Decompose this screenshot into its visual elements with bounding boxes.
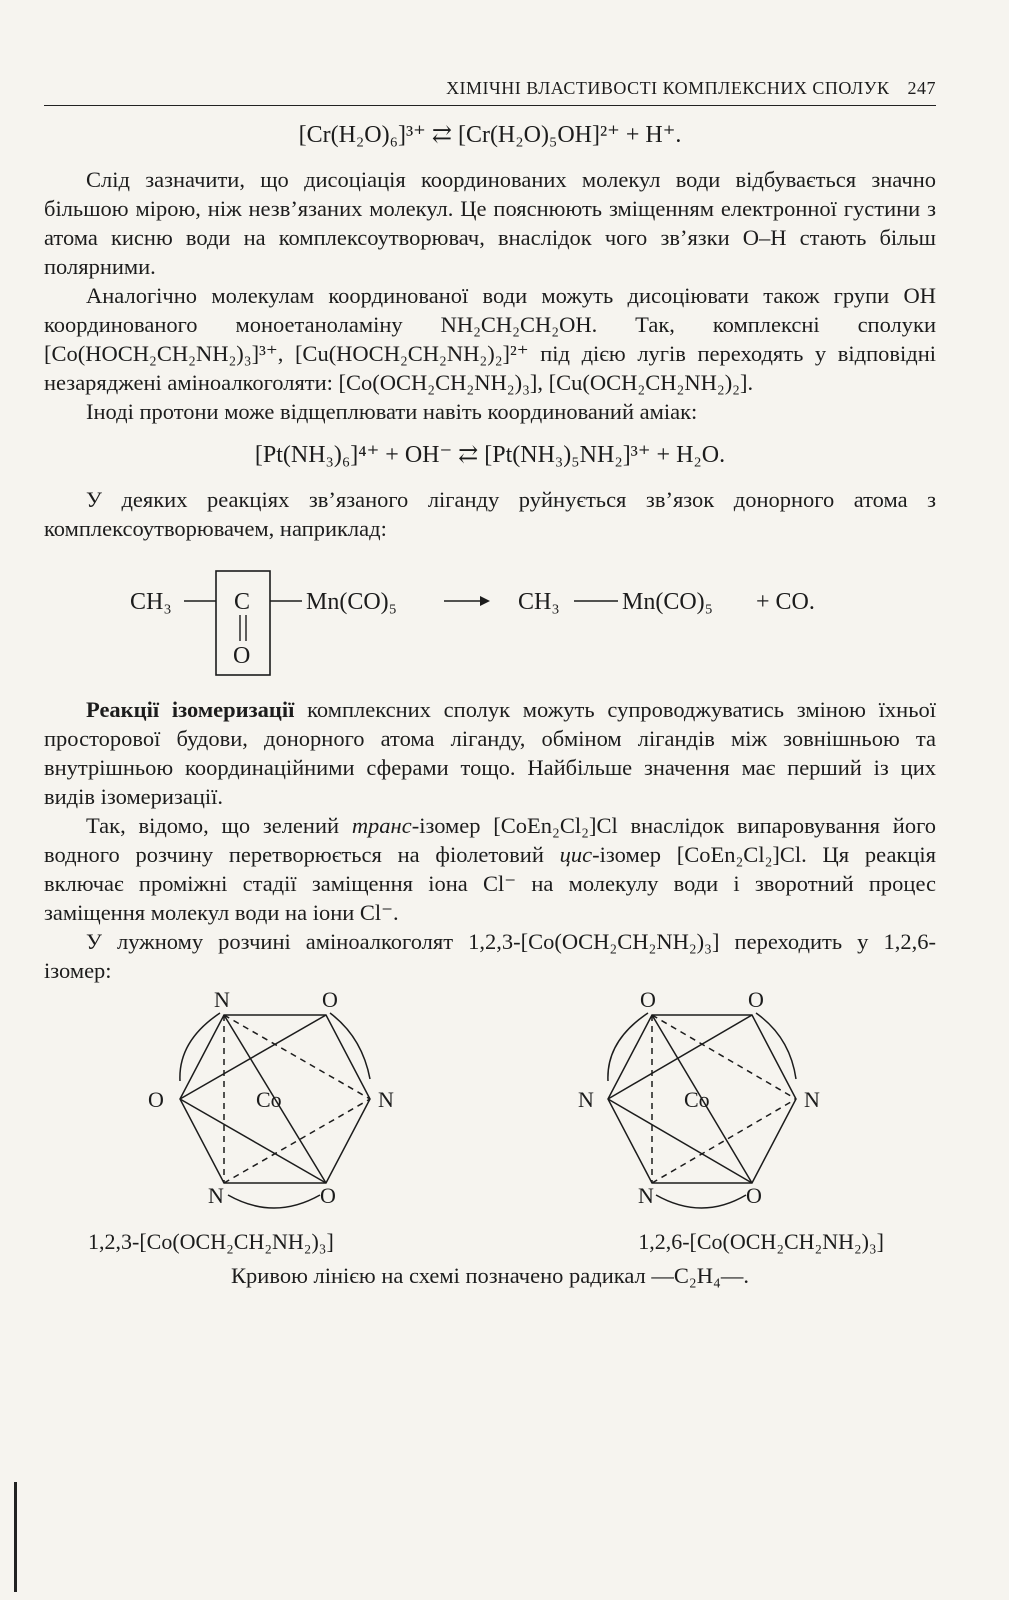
reaction-plus-co: + CO. [756,589,815,615]
equation-cr: [Cr(H₂O)₆]³⁺ ⇄ [Cr(H₂O)₅OH]²⁺ + H⁺. [298,122,682,148]
page [44,78,936,1295]
paragraph-6-part-b: -ізомер [CoEn₂Cl₂]Cl внаслідок випаровування його водного розчину перетворюється на фіолетовий [44,813,936,867]
atom-label: N [578,1087,594,1112]
reaction-ch3-left: CH₃ [130,589,172,615]
isomer-scheme [44,985,936,1295]
header-title: ХІМІЧНІ ВЛАСТИВОСТІ КОМПЛЕКСНИХ СПОЛУК [446,78,890,98]
atom-label: N [638,1183,654,1208]
equation-pt: [Pt(NH₃)₆]⁴⁺ + OH⁻ ⇄ [Pt(NH₃)₅NH₂]³⁺ + H₂O. [254,442,726,468]
chelate-arc [608,1013,648,1081]
atom-label: O [746,1183,762,1208]
isomer-label-123: 1,2,3-[Co(OCH₂CH₂NH₂)₃] [88,1229,334,1254]
reaction-mn-right: Mn(CO)₅ [622,589,714,615]
term-cis: цис [559,842,593,867]
scan-edge-mark [14,1482,17,1592]
atom-label: O [148,1087,164,1112]
atom-label: N [804,1087,820,1112]
atom-label: O [640,987,656,1012]
paragraph-6-part-a: Так, відомо, що зелений [86,813,352,838]
paragraph-2: Аналогічно молекулам координованої води можуть дисоціювати також групи OH координованого моноетаноламіну NH₂CH₂CH₂OH. Так, комплексні сполуки [Co(HOCH₂CH₂NH₂)₃]³⁺, [Cu(HOCH₂CH₂NH₂)₂]²⁺ під дією лугів переходять у відповідні незаряджені аміноалкоголяти: [Co(OCH₂CH₂NH₂)₃], [Cu(OCH₂CH₂NH₂)₂]. [44,283,936,395]
reaction-mn-left: Mn(CO)₅ [306,589,398,615]
atom-label: N [214,987,230,1012]
metal-center: Co [256,1087,282,1112]
chelate-arc [228,1195,320,1208]
paragraph-1: Слід зазначити, що дисоціація координованих молекул води відбувається значно більшою мірою, ніж незв’язаних молекул. Це пояснюють зміщенням електронної густини з атома кисню води на комплексоутворювач, внаслідок чого зв’язки O–H стають більш полярними. [44,167,936,279]
reaction-oxygen: O [233,643,251,669]
isomer-labels [44,1229,936,1255]
paragraph-3: Іноді протони може відщеплювати навіть координований аміак: [86,399,698,424]
atom-label: O [748,987,764,1012]
term-trans: транс [351,813,412,838]
octahedron-126 [578,987,820,1208]
atom-label: O [322,987,338,1012]
term-isomerization: Реакції ізомеризації [86,697,295,722]
chelate-arc [756,1013,796,1079]
chelate-arc [330,1013,370,1079]
paragraph-6 [44,811,936,927]
paragraph-6-part-c: -ізомер [CoEn₂Cl₂]Cl. Ця реакція включає проміжні стадії заміщення іона Cl⁻ на молекулу води і зворотний процес заміщення молекул води на іони Cl⁻. [44,842,936,925]
reaction-carbon: C [234,589,251,615]
chelate-arc [180,1013,220,1081]
paragraph-4: У деяких реакціях зв’язаного ліганду руйнується зв’язок донорного атома з комплексоутворювачем, наприклад: [44,487,936,541]
isomer-label-126: 1,2,6-[Co(OCH₂CH₂NH₂)₃] [638,1229,884,1254]
atom-label: O [320,1183,336,1208]
running-header [44,78,936,106]
reaction-svg [44,557,936,679]
atom-label: N [378,1087,394,1112]
paragraph-7: У лужному розчині аміноалкоголят 1,2,3-[Co(OCH₂CH₂NH₂)₃] переходить у 1,2,6-ізомер: [44,929,936,983]
reaction-ch3-right: CH₃ [518,589,560,615]
reaction-scheme [44,557,936,679]
scheme-caption: Кривою лінією на схемі позначено радикал —C₂H₄—. [231,1263,749,1288]
octahedron-123 [148,987,394,1208]
atom-label: N [208,1183,224,1208]
chelate-arc [656,1195,746,1208]
paragraph-5 [44,695,936,811]
metal-center: Co [684,1087,710,1112]
paragraph-5-text: комплексних сполук можуть супроводжуватись зміною їхньої просторової будови, донорного атома ліганду, обміном лігандів між зовнішньою та внутрішньою координаційними сферами тощо. Найбільше значення має перший із цих видів ізомеризації. [44,697,936,809]
page-number: 247 [907,78,936,98]
